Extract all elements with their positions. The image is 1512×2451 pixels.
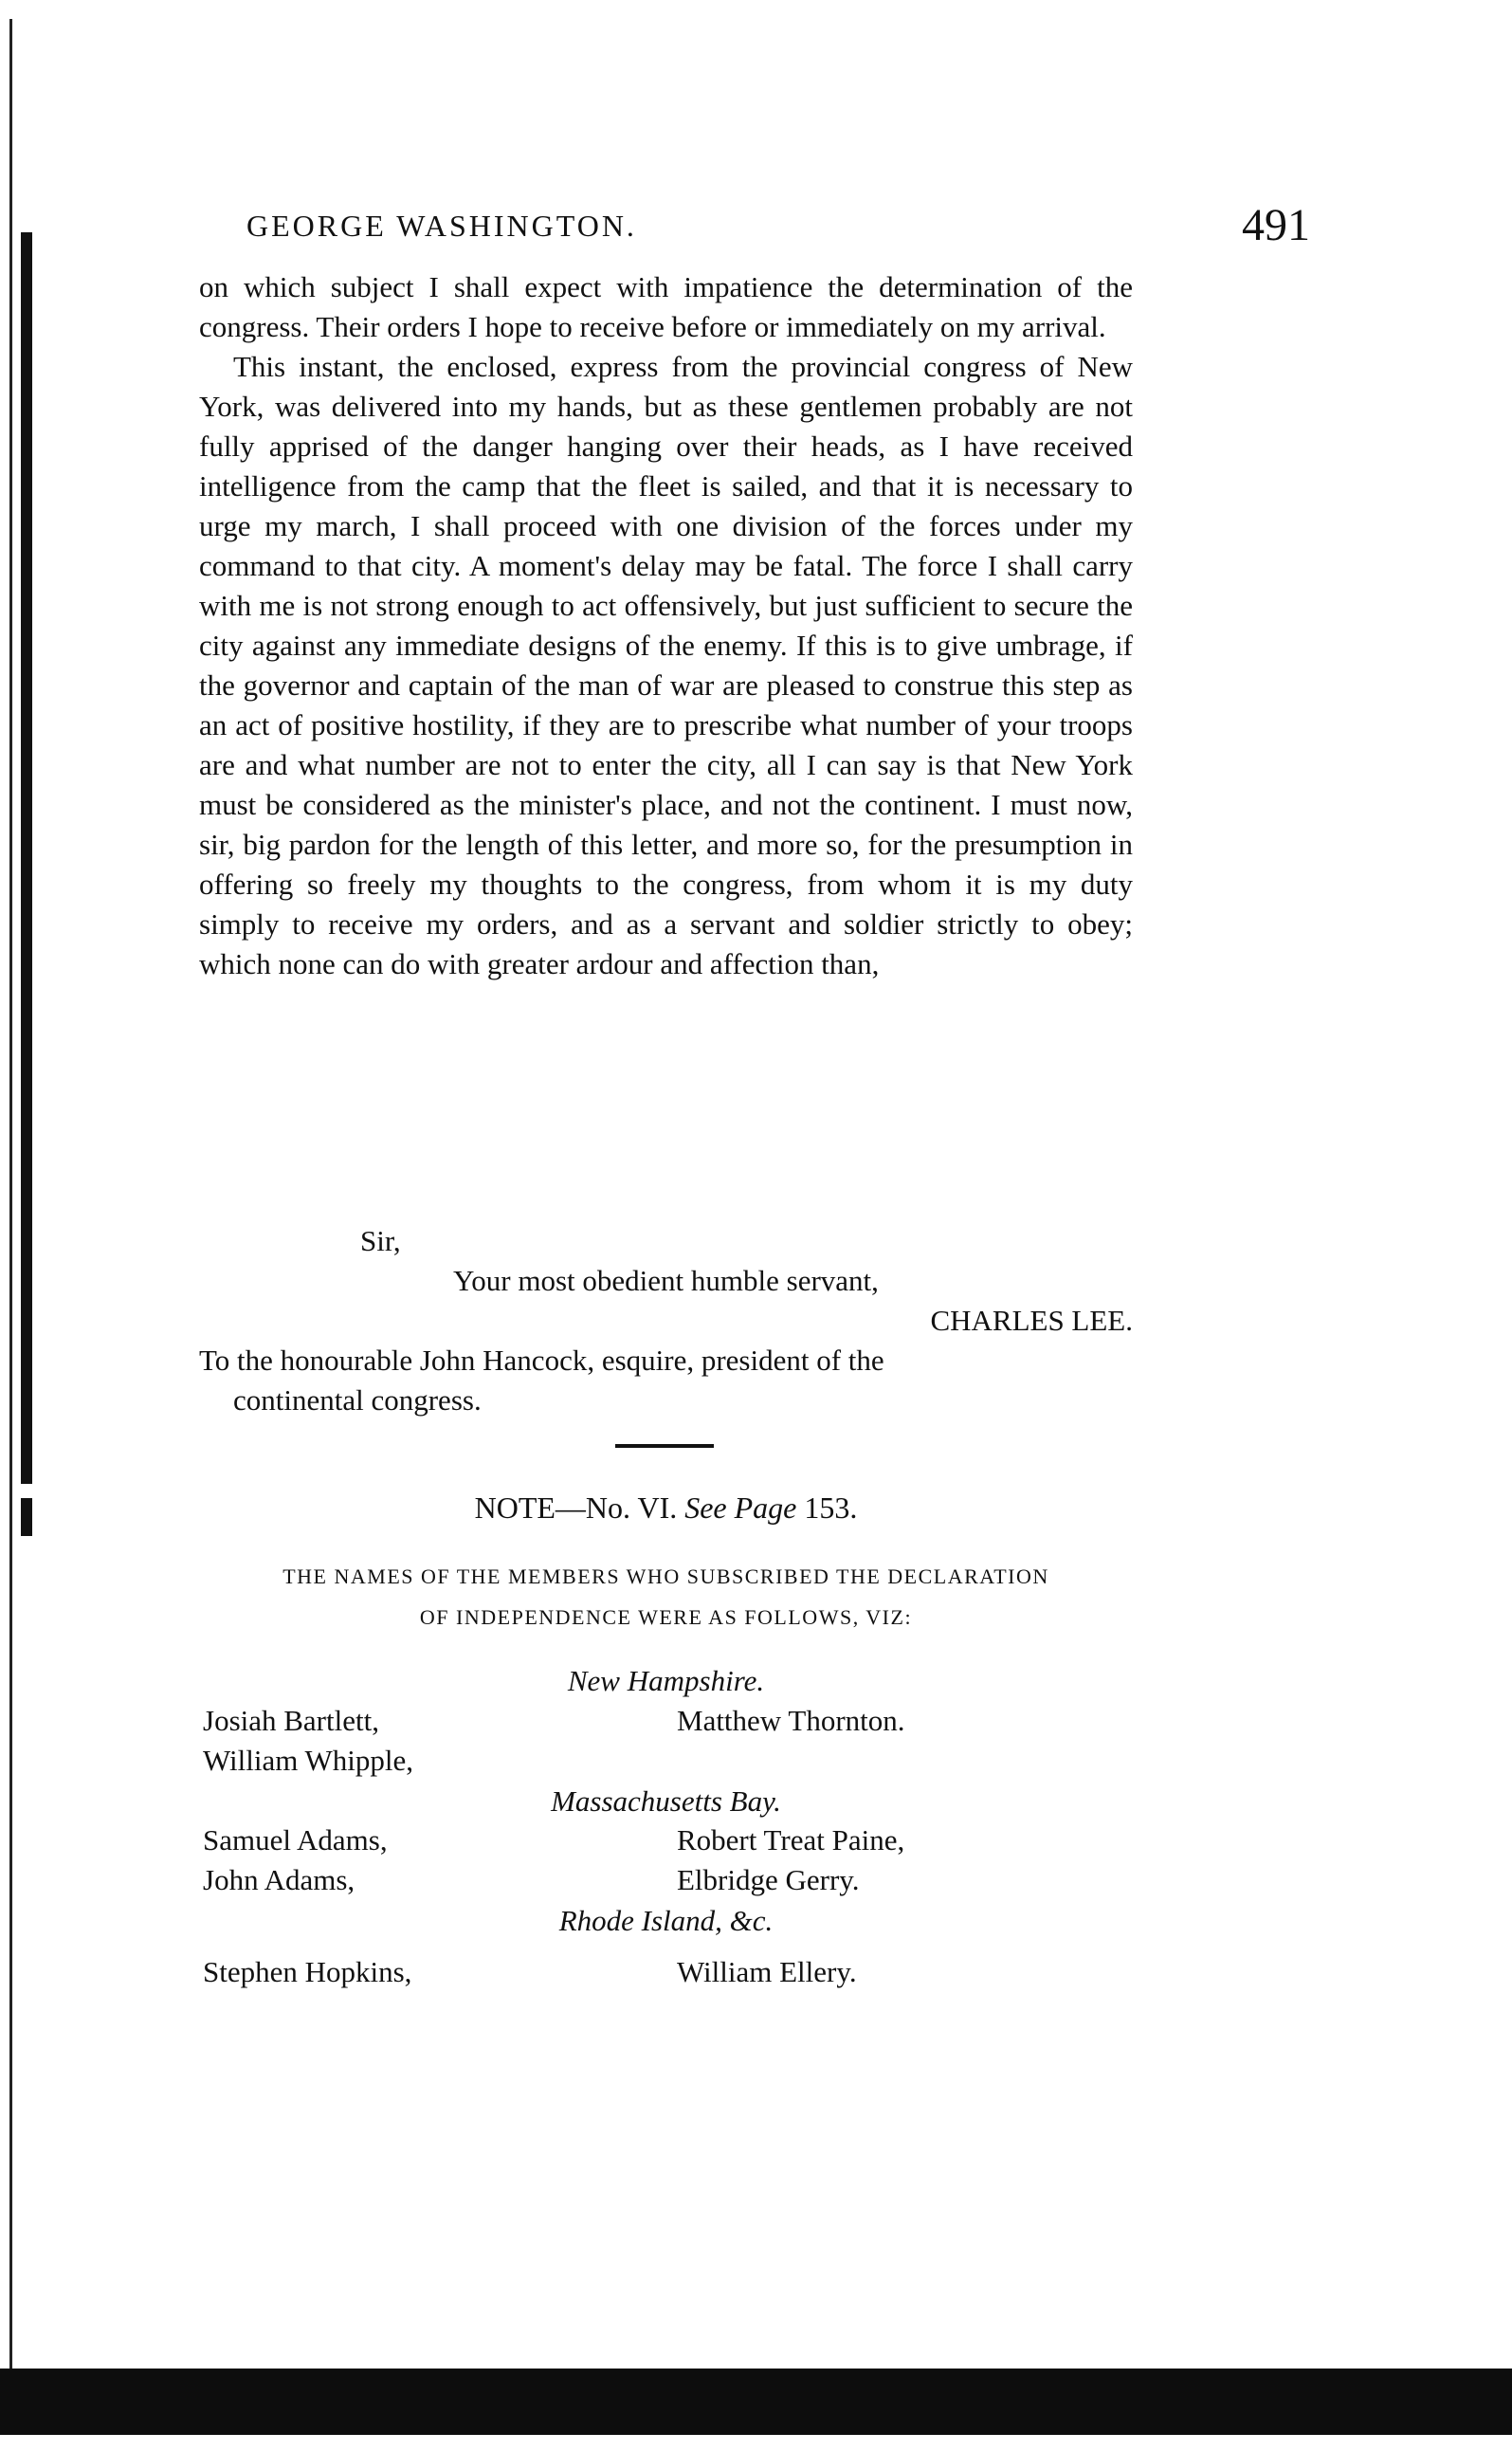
signer-name: Matthew Thornton. — [677, 1704, 905, 1737]
address-line: To the honourable John Hancock, esquire, president of the — [199, 1344, 884, 1377]
scan-binding-edge — [0, 0, 38, 2451]
note-ref-page: 153. — [804, 1491, 858, 1525]
signer-name: Samuel Adams, — [203, 1823, 388, 1857]
state-heading: New Hampshire. — [567, 1664, 765, 1697]
signer-name: Elbridge Gerry. — [677, 1863, 860, 1896]
letter-paragraph: on which subject I shall expect with impatience the determination of the congress. Their orders I hope to receive before or immediately on my arrival. — [199, 270, 1133, 343]
note-caption: OF INDEPENDENCE WERE AS FOLLOWS, VIZ: — [419, 1605, 913, 1629]
page-number: 491 — [1242, 200, 1310, 250]
binding-line — [9, 19, 12, 2389]
signer-name: John Adams, — [203, 1863, 355, 1896]
state-heading: Massachusetts Bay. — [551, 1784, 781, 1818]
binding-shadow — [21, 232, 32, 1484]
signer-name: Stephen Hopkins, — [203, 1955, 412, 1988]
state-heading: Rhode Island, &c. — [558, 1904, 774, 1937]
signer-name: William Whipple, — [203, 1744, 414, 1777]
note-caption: THE NAMES OF THE MEMBERS WHO SUBSCRIBED THE DECLARATION — [282, 1564, 1049, 1588]
signer-name: Robert Treat Paine, — [677, 1823, 905, 1857]
valediction: Your most obedient humble servant, — [453, 1264, 879, 1297]
section-divider — [615, 1444, 714, 1448]
signature: CHARLES LEE. — [930, 1304, 1133, 1337]
address-line: continental congress. — [233, 1383, 482, 1417]
note-ref: See Page — [684, 1491, 797, 1525]
scan-bottom-edge — [0, 2369, 1512, 2435]
running-title: GEORGE WASHINGTON. — [246, 209, 637, 243]
letter-body — [199, 267, 1133, 984]
salutation: Sir, — [360, 1224, 401, 1257]
note-heading — [199, 1491, 1133, 1526]
note-label: NOTE—No. VI. — [474, 1491, 678, 1525]
signer-name: William Ellery. — [677, 1955, 857, 1988]
letter-paragraph: This instant, the enclosed, express from the provincial congress of New York, was delivered into my hands, but as these gentlemen probably are not fully apprised of the danger hanging over their heads, as I have received intelligence from the camp that the fleet is sailed, and that it is necessary to urge my march, I shall proceed with one division of the forces under my command to that city. A moment's delay may be fatal. The force I shall carry with me is not strong enough to act offensively, but just sufficient to secure the city against any immediate designs of the enemy. If this is to give umbrage, if the governor and captain of the man of war are pleased to construe this step as an act of positive hostility, if they are to prescribe what number of your troops are and what number are not to enter the city, all I can say is that New York must be considered as the minister's place, and not the continent. I must now, sir, big pardon for the length of this letter, and more so, for the presumption in offering so freely my thoughts to the congress, from whom it is my duty simply to receive my orders, and as a servant and soldier strictly to obey; which none can do with greater ardour and affection than, — [199, 350, 1133, 980]
signer-name: Josiah Bartlett, — [203, 1704, 379, 1737]
binding-mark — [21, 1498, 32, 1536]
